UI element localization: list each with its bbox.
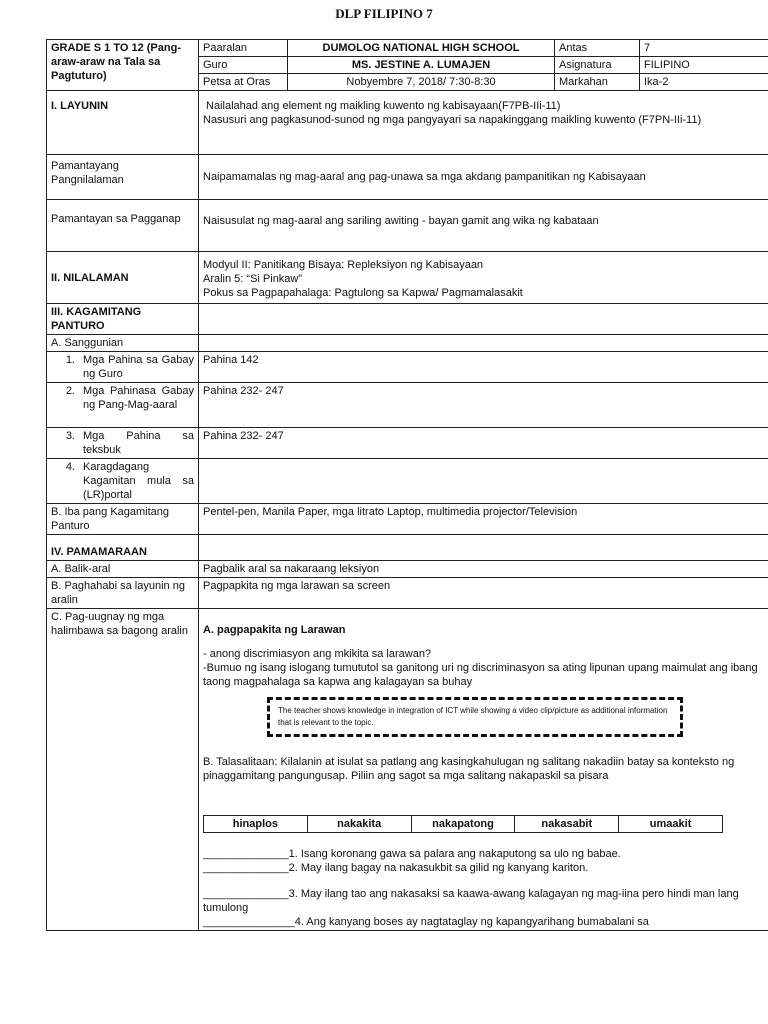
item-value: Pahina 232- 247 bbox=[199, 428, 768, 459]
ict-note-box bbox=[267, 697, 683, 737]
sanggunian-label: A. Sanggunian bbox=[47, 335, 199, 352]
exercise-sentence: _______________4. Ang kanyang boses ay nagtataglay ng kapangyarihang bumabalani sa bbox=[203, 916, 649, 928]
item-number: 1. bbox=[65, 354, 75, 366]
pag-uugnay-label: C. Pag-uugnay ng mga halimbawa sa bagong aralin bbox=[47, 609, 199, 931]
word-bank-item: nakapatong bbox=[411, 816, 515, 833]
nilalaman-label: II. NILALAMAN bbox=[47, 252, 199, 304]
header-key: Guro bbox=[199, 57, 288, 74]
header-key: Paaralan bbox=[199, 40, 288, 57]
item-number: 3. bbox=[65, 430, 75, 442]
word-bank-item: umaakit bbox=[619, 816, 723, 833]
item-label: Mga Pahinasa Gabay ng Pang-Mag-aaral bbox=[83, 385, 194, 411]
word-bank bbox=[203, 815, 723, 833]
header-key: Antas bbox=[555, 40, 640, 57]
iba-label: B. Iba pang Kagamitang Panturo bbox=[47, 504, 199, 535]
ict-note: The teacher shows knowledge in integration of ICT while showing a video clip/picture as additional information that is relevant to the topic. bbox=[278, 706, 668, 727]
nilalaman-line: Modyul II: Panitikang Bisaya: Repleksiyon ng Kabisayaan bbox=[203, 259, 484, 271]
balik-aral-value: Pagbalik aral sa nakaraang leksiyon bbox=[199, 561, 768, 578]
item-number: 4. bbox=[65, 461, 75, 473]
subject: FILIPINO bbox=[640, 57, 768, 74]
iba-value: Pentel-pen, Manila Paper, mga litrato Laptop, multimedia projector/Television bbox=[199, 504, 768, 535]
item-value bbox=[199, 459, 768, 504]
nilalaman-line: Pokus sa Pagpapahalaga: Pagtulong sa Kapwa/ Pagmamalasakit bbox=[203, 287, 523, 299]
layunin-line: Nasusuri ang pagkasunod-sunod ng mga pangyayari sa napakinggang maikling kuwento (F7PN-IIi-11) bbox=[203, 114, 702, 126]
talasalitaan-instruction: B. Talasalitaan: Kilalanin at isulat sa patlang ang kasingkahulugan ng salitang nakadiin batay sa konteksto ng pinaggamitang pangungusap. Piliin ang sagot sa mga salitang nakapaskil sa pisara bbox=[203, 756, 735, 782]
item-label: Karagdagang Kagamitan mula sa (LR)portal bbox=[83, 461, 194, 501]
word-bank-item: nakakita bbox=[307, 816, 411, 833]
layunin-line: Nailalahad ang element ng maikling kuwento ng kabisayaan(F7PB-IIi-11) bbox=[206, 100, 561, 112]
item-number: 2. bbox=[65, 385, 75, 397]
kagamitan-label: III. KAGAMITANG PANTURO bbox=[47, 304, 199, 335]
document-title: DLP FILIPINO 7 bbox=[335, 6, 433, 21]
school-name: DUMOLOG NATIONAL HIGH SCHOOL bbox=[288, 40, 555, 57]
question-line: - anong discrimiasyon ang mkikita sa larawan? bbox=[203, 648, 432, 660]
quarter: Ika-2 bbox=[640, 74, 768, 91]
header-key: Markahan bbox=[555, 74, 640, 91]
grade-label: GRADE S 1 TO 12 (Pang-araw-araw na Tala sa Pagtuturo) bbox=[47, 40, 199, 91]
pagganap-text: Naisusulat ng mag-aaral ang sariling awiting - bayan gamit ang wika ng kabataan bbox=[199, 200, 768, 252]
date-time: Nobyembre 7, 2018/ 7:30-8:30 bbox=[288, 74, 555, 91]
header-key: Asignatura bbox=[555, 57, 640, 74]
pagganap-label: Pamantayan sa Pagganap bbox=[47, 200, 199, 252]
exercise-sentence: ______________3. May ilang tao ang nakasaksi sa kaawa-awang kalagayan ng mag-iina pero hindi man lang tumulong bbox=[203, 888, 739, 914]
section-heading: A. pagpapakita ng Larawan bbox=[203, 624, 346, 636]
paghahabi-value: Pagpapkita ng mga larawan sa screen bbox=[199, 578, 768, 609]
word-bank-item: hinaplos bbox=[204, 816, 308, 833]
word-bank-item: nakasabit bbox=[515, 816, 619, 833]
item-label: Mga Pahina sa Gabay ng Guro bbox=[83, 354, 194, 380]
item-label: Mga Pahina sa teksbuk bbox=[83, 430, 194, 456]
exercise-sentence: ______________1. Isang koronang gawa sa palara ang nakaputong sa ulo ng babae. bbox=[203, 848, 621, 860]
nilalaman-line: Aralin 5: “Si Pinkaw” bbox=[203, 273, 303, 285]
paghahabi-label: B. Paghahabi sa layunin ng aralin bbox=[47, 578, 199, 609]
pamamaraan-label: IV. PAMAMARAAN bbox=[47, 535, 199, 561]
exercise-sentence: ______________2. May ilang bagay na nakasukbit sa gilid ng kanyang kariton. bbox=[203, 862, 589, 874]
item-value: Pahina 232- 247 bbox=[199, 383, 768, 428]
layunin-label: I. LAYUNIN bbox=[47, 91, 199, 155]
pangnilalaman-text: Naipamamalas ng mag-aaral ang pag-unawa sa mga akdang pampanitikan ng Kabisayaan bbox=[199, 155, 768, 200]
teacher-name: MS. JESTINE A. LUMAJEN bbox=[288, 57, 555, 74]
question-line: -Bumuo ng isang islogang tumututol sa ganitong uri ng discriminasyon sa ating lipunan upang maimulat ang ibang taong magpahalaga sa kapwa ang kalagayan sa buhay bbox=[203, 662, 758, 688]
header-key: Petsa at Oras bbox=[199, 74, 288, 91]
item-value: Pahina 142 bbox=[199, 352, 768, 383]
balik-aral-label: A. Balik-aral bbox=[47, 561, 199, 578]
dlp-table bbox=[46, 39, 768, 931]
pangnilalaman-label: Pamantayang Pangnilalaman bbox=[47, 155, 199, 200]
grade-level: 7 bbox=[640, 40, 768, 57]
